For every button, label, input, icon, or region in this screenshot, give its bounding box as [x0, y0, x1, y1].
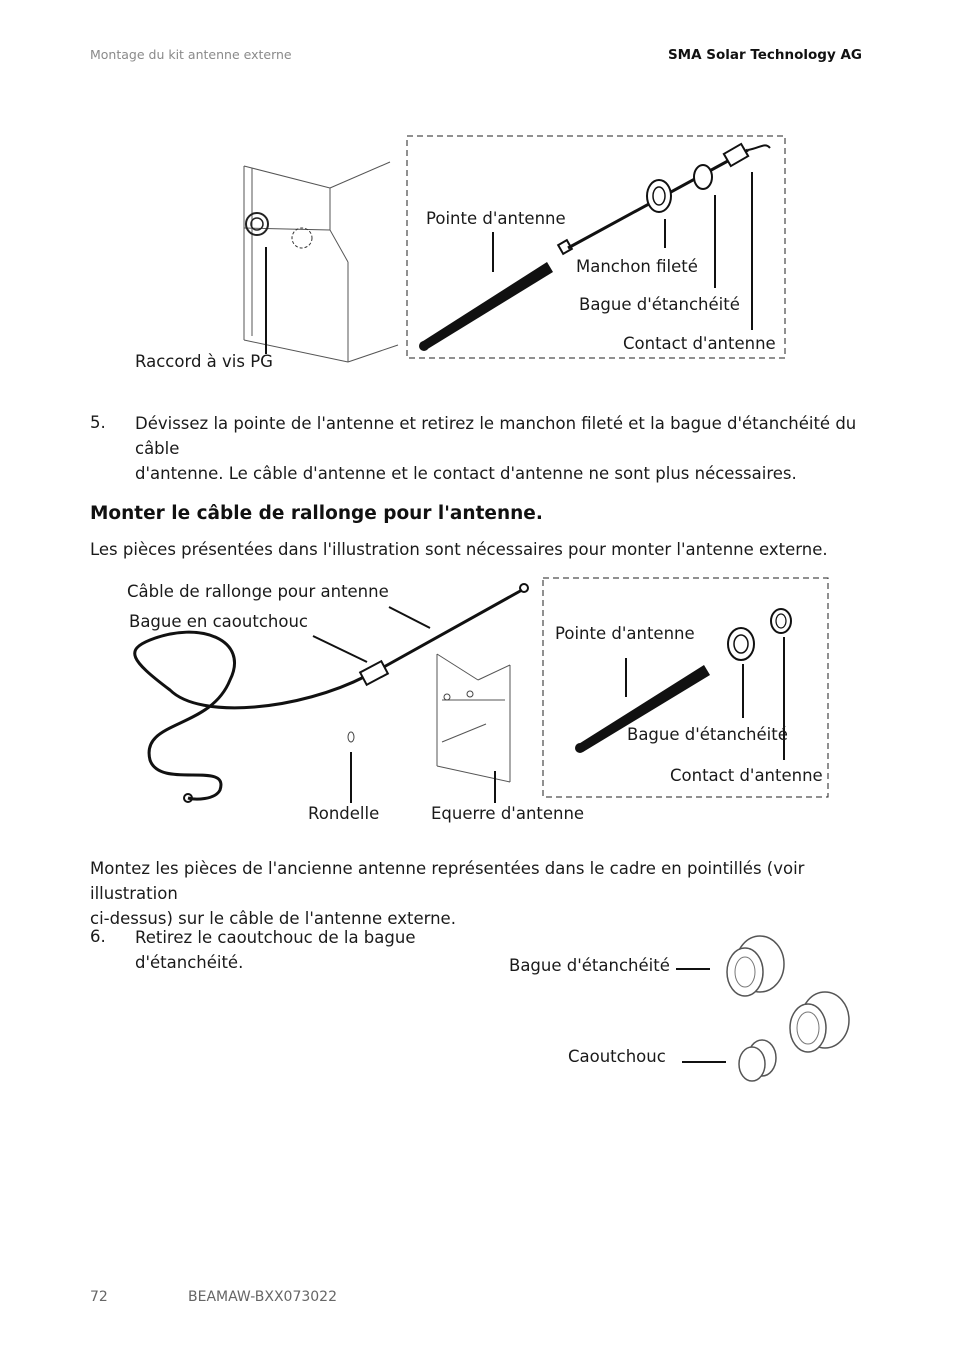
antenna-tip-drawing [419, 262, 553, 351]
label-bague-etancheite-1: Bague d'étanchéité [579, 295, 740, 314]
sealing-ring-drawing-2 [728, 628, 754, 660]
inverter-housing-drawing [244, 162, 398, 362]
running-header-title: Montage du kit antenne externe [90, 47, 292, 62]
step-5-line-2: d'antenne. Le câble d'antenne et le contact d'antenne ne sont plus nécessaires. [135, 464, 797, 483]
pg-screw-connection-drawing [246, 213, 312, 248]
label-caoutchouc: Caoutchouc [568, 1047, 666, 1066]
antenna-contact-drawing-2 [771, 609, 791, 633]
label-pointe-antenne-1: Pointe d'antenne [426, 209, 566, 228]
label-bague-etancheite-2: Bague d'étanchéité [627, 725, 788, 744]
document-code: BEAMAW-BXX073022 [188, 1289, 337, 1305]
step-number-5: 5. [90, 413, 106, 432]
threaded-sleeve-drawing [647, 180, 671, 212]
sealing-ring-separated-drawing [790, 992, 849, 1052]
mount-line-1: Montez les pièces de l'ancienne antenne représentées dans le cadre en pointillés (voir illustration [90, 859, 805, 903]
mount-line-2: ci-dessus) sur le câble de l'antenne externe. [90, 909, 456, 928]
step-5-text [135, 411, 875, 486]
mount-paragraph [90, 856, 880, 931]
step-6-line-1: Retirez le caoutchouc de la bague [135, 928, 416, 947]
section-heading: Monter le câble de rallonge pour l'antenne. [90, 503, 543, 524]
sealing-ring-assembled-drawing [727, 936, 784, 996]
label-cable-rallonge: Câble de rallonge pour antenne [127, 582, 389, 601]
pointer-line-cable [389, 607, 430, 628]
step-6-line-2: d'étanchéité. [135, 953, 244, 972]
antenna-bracket-drawing [437, 654, 510, 782]
label-manchon-filete: Manchon fileté [576, 257, 698, 276]
label-contact-antenne-2: Contact d'antenne [670, 766, 823, 785]
rubber-insert-drawing [739, 1040, 776, 1081]
step-6-text [135, 925, 455, 975]
label-contact-antenne-1: Contact d'antenne [623, 334, 776, 353]
page-number: 72 [90, 1289, 108, 1305]
washer-drawing [348, 732, 354, 742]
label-raccord-vis-pg: Raccord à vis PG [135, 352, 273, 371]
sealing-ring-drawing [694, 165, 712, 189]
running-header-company: SMA Solar Technology AG [667, 47, 862, 63]
label-bague-etancheite-3: Bague d'étanchéité [509, 956, 670, 975]
label-equerre-antenne: Equerre d'antenne [431, 804, 585, 823]
label-bague-caoutchouc: Bague en caoutchouc [129, 612, 308, 631]
section-intro: Les pièces présentées dans l'illustration sont nécessaires pour monter l'antenne externe. [90, 540, 828, 559]
step-5-line-1: Dévissez la pointe de l'antenne et retirez le manchon fileté et la bague d'étanchéité du câble [135, 414, 857, 458]
label-rondelle: Rondelle [308, 804, 380, 823]
label-pointe-antenne-2: Pointe d'antenne [555, 624, 695, 643]
step-number-6: 6. [90, 927, 106, 946]
pointer-line-bague-caoutchouc [313, 636, 367, 662]
